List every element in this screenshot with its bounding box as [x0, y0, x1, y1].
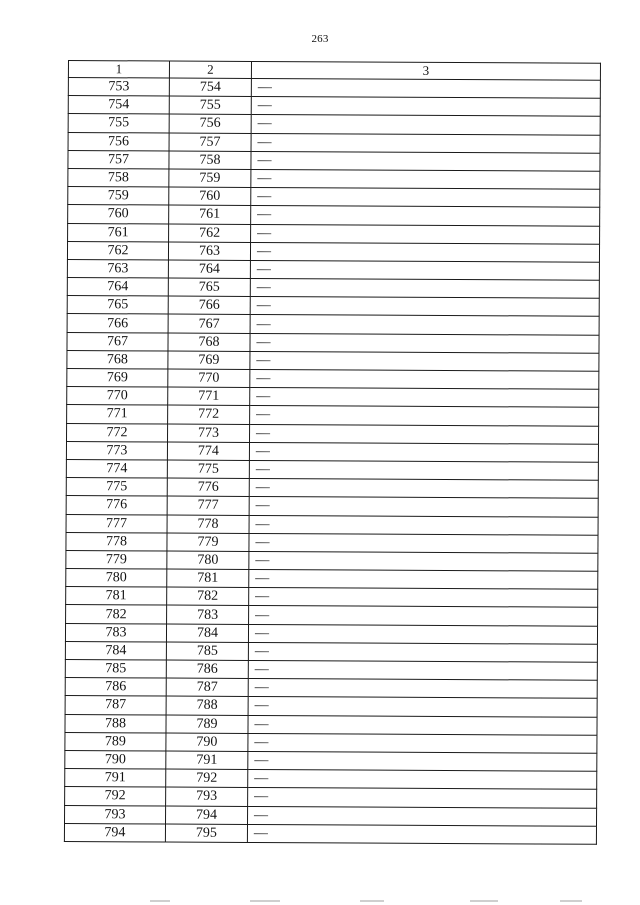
cell-col3: —	[249, 570, 598, 590]
column-header-2: 2	[169, 61, 251, 78]
cell-col3: —	[249, 497, 598, 517]
cell-col2: 770	[168, 369, 250, 388]
cell-col2: 771	[168, 387, 250, 406]
scan-artifact	[150, 900, 170, 902]
page-number: 263	[311, 33, 329, 45]
cell-col1: 792	[65, 787, 166, 806]
cell-col3: —	[251, 78, 600, 98]
cell-col1: 767	[67, 332, 168, 351]
cell-col3: —	[248, 806, 597, 826]
cell-col3: —	[248, 788, 597, 808]
cell-col2: 778	[167, 515, 249, 534]
cell-col1: 781	[66, 587, 167, 606]
cell-col2: 782	[167, 587, 249, 606]
cell-col3: —	[251, 151, 600, 171]
cell-col3: —	[250, 424, 599, 444]
cell-col2: 780	[167, 551, 249, 570]
cell-col3: —	[249, 442, 598, 462]
cell-col3: —	[248, 697, 597, 717]
cell-col2: 765	[168, 278, 250, 297]
cell-col1: 757	[68, 150, 169, 169]
cell-col1: 766	[67, 314, 168, 333]
cell-col1: 786	[65, 678, 166, 697]
cell-col1: 772	[67, 423, 168, 442]
cell-col3: —	[249, 479, 598, 499]
cell-col2: 758	[169, 151, 251, 170]
cell-col3: —	[248, 624, 597, 644]
cell-col2: 784	[166, 624, 248, 643]
cell-col2: 756	[169, 114, 251, 133]
cell-col1: 765	[67, 296, 168, 315]
table-container	[64, 60, 600, 845]
cell-col1: 775	[66, 478, 167, 497]
table-row	[64, 823, 596, 844]
cell-col3: —	[250, 242, 599, 262]
cell-col3: —	[249, 515, 598, 535]
cell-col2: 764	[168, 260, 250, 279]
cell-col2: 794	[166, 806, 248, 825]
cell-col2: 755	[169, 96, 251, 115]
cell-col1: 754	[68, 96, 169, 115]
cell-col2: 773	[168, 424, 250, 443]
cell-col1: 753	[68, 78, 169, 97]
cell-col3: —	[250, 351, 599, 371]
scan-artifact	[250, 900, 280, 902]
cell-col3: —	[247, 824, 596, 844]
cell-col2: 763	[168, 242, 250, 261]
cell-col1: 764	[67, 278, 168, 297]
cell-col2: 786	[166, 660, 248, 679]
cell-col1: 780	[66, 569, 167, 588]
cell-col1: 760	[68, 205, 169, 224]
cell-col3: —	[248, 715, 597, 735]
cell-col1: 787	[65, 696, 166, 715]
cell-col1: 773	[66, 441, 167, 460]
cell-col1: 777	[66, 514, 167, 533]
cell-col3: —	[248, 770, 597, 790]
cell-col1: 788	[65, 714, 166, 733]
cell-col2: 776	[167, 478, 249, 497]
cell-col1: 774	[66, 459, 167, 478]
cell-col3: —	[251, 115, 600, 135]
cell-col3: —	[248, 733, 597, 753]
cell-col1: 785	[65, 659, 166, 678]
cell-col1: 790	[65, 750, 166, 769]
cell-col2: 759	[169, 169, 251, 188]
cell-col2: 775	[167, 460, 249, 479]
cell-col1: 791	[65, 769, 166, 788]
table-body	[64, 78, 600, 845]
cell-col2: 788	[166, 696, 248, 715]
cell-col2: 762	[169, 224, 251, 243]
cell-col1: 771	[67, 405, 168, 424]
cell-col3: —	[251, 188, 600, 208]
scan-artifact	[470, 900, 498, 902]
cell-col2: 766	[168, 296, 250, 315]
scan-artifact	[560, 900, 582, 902]
cell-col3: —	[249, 533, 598, 553]
cell-col2: 790	[166, 733, 248, 752]
cell-col2: 772	[168, 405, 250, 424]
cell-col2: 768	[168, 333, 250, 352]
cell-col1: 763	[67, 259, 168, 278]
cell-col3: —	[251, 97, 600, 117]
cell-col1: 768	[67, 350, 168, 369]
cell-col3: —	[249, 588, 598, 608]
cell-col1: 758	[68, 168, 169, 187]
cell-col2: 781	[167, 569, 249, 588]
cell-col1: 784	[65, 641, 166, 660]
cell-col1: 783	[65, 623, 166, 642]
cell-col2: 779	[167, 533, 249, 552]
cell-col1: 770	[67, 387, 168, 406]
cell-col2: 789	[166, 715, 248, 734]
cell-col3: —	[250, 279, 599, 299]
cell-col3: —	[248, 660, 597, 680]
column-header-3: 3	[251, 61, 600, 80]
cell-col3: —	[250, 315, 599, 335]
cell-col3: —	[249, 606, 598, 626]
cell-col2: 774	[167, 442, 249, 461]
cell-col2: 761	[169, 205, 251, 224]
cell-col2: 792	[166, 769, 248, 788]
cell-col1: 789	[65, 732, 166, 751]
cell-col1: 769	[67, 368, 168, 387]
cell-col2: 787	[166, 678, 248, 697]
cell-col2: 767	[168, 314, 250, 333]
cell-col2: 754	[169, 78, 251, 97]
cell-col3: —	[250, 388, 599, 408]
cell-col2: 777	[167, 496, 249, 515]
cell-col1: 761	[68, 223, 169, 242]
cell-col3: —	[251, 133, 600, 153]
cell-col3: —	[249, 460, 598, 480]
cell-col2: 791	[166, 751, 248, 770]
cell-col2: 783	[167, 605, 249, 624]
cell-col3: —	[248, 751, 597, 771]
cell-col2: 785	[166, 642, 248, 661]
cell-col1: 793	[65, 805, 166, 824]
cell-col1: 778	[66, 532, 167, 551]
cell-col3: —	[251, 224, 600, 244]
cell-col3: —	[251, 169, 600, 189]
cell-col3: —	[250, 333, 599, 353]
cell-col2: 769	[168, 351, 250, 370]
cell-col3: —	[250, 406, 599, 426]
cell-col2: 757	[169, 133, 251, 152]
cell-col1: 756	[68, 132, 169, 151]
cell-col3: —	[249, 551, 598, 571]
cell-col1: 779	[66, 550, 167, 569]
cell-col1: 782	[66, 605, 167, 624]
cell-col3: —	[250, 297, 599, 317]
column-header-1: 1	[68, 61, 169, 79]
cell-col2: 793	[166, 787, 248, 806]
cell-col1: 794	[64, 823, 165, 842]
cell-col2: 760	[169, 187, 251, 206]
cell-col1: 759	[68, 187, 169, 206]
cell-col3: —	[250, 369, 599, 389]
cell-col3: —	[248, 679, 597, 699]
cell-col3: —	[250, 260, 599, 280]
data-table	[64, 60, 601, 845]
cell-col1: 755	[68, 114, 169, 133]
cell-col3: —	[248, 642, 597, 662]
scan-artifact	[360, 900, 384, 902]
cell-col1: 776	[66, 496, 167, 515]
cell-col1: 762	[67, 241, 168, 260]
cell-col3: —	[251, 206, 600, 226]
cell-col2: 795	[165, 824, 247, 843]
